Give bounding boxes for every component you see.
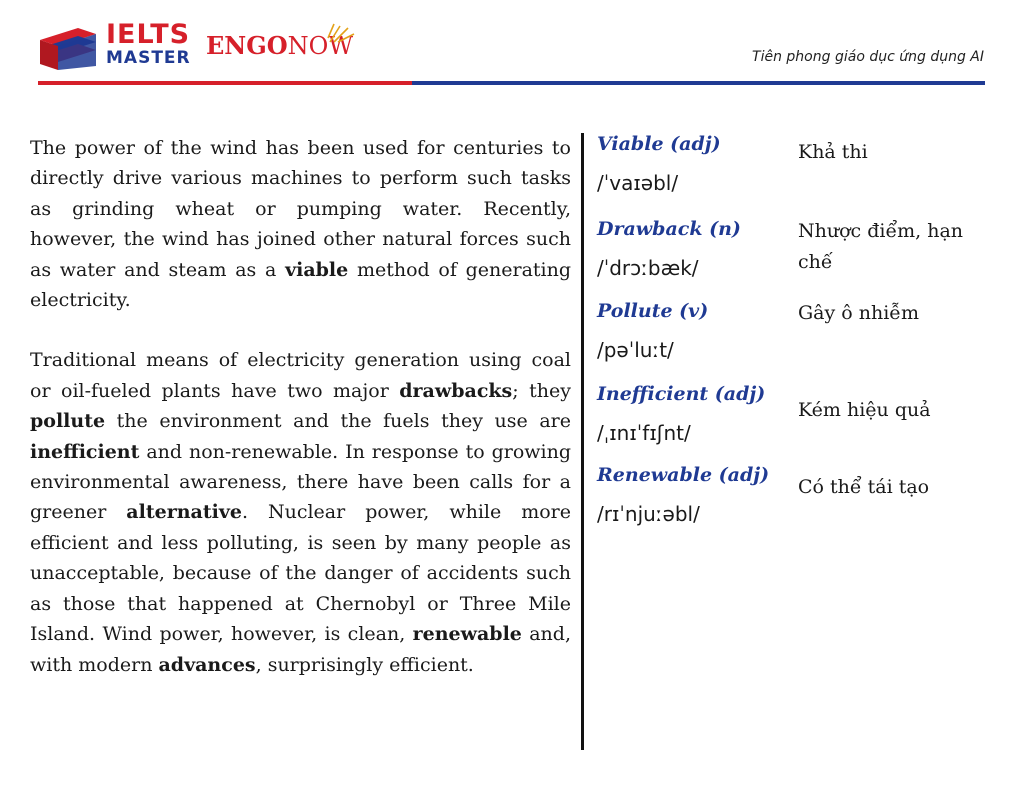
passage-text: . Nuclear power, while more efficient and less polluting, is seen by many people as unacceptable, because of the danger of accidents such as those that happened at Chernobyl or Three Mile Island. Wind power, however, is clean, <box>30 501 571 646</box>
vocab-highlight: drawbacks <box>399 379 513 402</box>
passage-text: ; they <box>512 379 572 402</box>
vocab-highlight: renewable <box>412 623 522 646</box>
vocab-highlight: viable <box>285 258 349 281</box>
vocab-highlight: inefficient <box>30 440 140 463</box>
book-logo-icon <box>38 22 104 72</box>
vocab-word: Pollute (v) <box>597 300 709 322</box>
brand-engo: ENGO <box>206 31 288 60</box>
passage-text: Traditional means of electricity generation using coal or oil-fueled plants have two major <box>30 349 571 402</box>
passage-text: , surprisingly efficient. <box>255 653 474 676</box>
brand-logo <box>38 20 368 76</box>
vocab-highlight: pollute <box>30 410 106 433</box>
passage-text: and, with modern <box>30 623 571 676</box>
brand-now: NOW <box>287 32 353 60</box>
vocab-word: Renewable (adj) <box>597 464 770 486</box>
vocab-word: Viable (adj) <box>597 133 721 155</box>
passage-text: the environment and the fuels they use are <box>105 410 571 433</box>
header-rule-blue <box>412 81 985 85</box>
vocab-word: Inefficient (adj) <box>597 383 766 405</box>
sunburst-icon <box>326 22 356 44</box>
vocab-ipa: /ˈvaɪəbl/ <box>597 171 679 195</box>
vocab-word: Drawback (n) <box>597 218 741 240</box>
vocab-ipa: /ˈdrɔːbæk/ <box>597 256 699 280</box>
vocab-ipa: /ˌɪnɪˈfɪʃnt/ <box>597 421 691 445</box>
column-divider <box>581 133 584 750</box>
reading-passage <box>30 133 571 710</box>
passage-text: and non-renewable. In response to growing environmental awareness, there have been calls for a greener <box>30 440 571 524</box>
vocab-highlight: alternative <box>126 501 242 524</box>
tagline: Tiên phong giáo dục ứng dụng AI <box>752 49 984 65</box>
brand-master: MASTER <box>106 48 191 68</box>
passage-text: method of generating electricity. <box>30 258 572 312</box>
page-header <box>0 0 1024 90</box>
vocab-highlight: advances <box>158 653 256 676</box>
vocab-ipa: /pəˈluːt/ <box>597 338 674 362</box>
vocab-ipa: /rɪˈnjuːəbl/ <box>597 502 700 526</box>
vocab-meaning: Khả thi <box>798 141 868 163</box>
vocab-meaning: Có thể tái tạo <box>798 476 930 498</box>
vocab-meaning: Nhược điểm, hạn chế <box>798 220 964 273</box>
vocab-meaning: Kém hiệu quả <box>798 399 931 421</box>
vocab-meaning: Gây ô nhiễm <box>798 302 920 324</box>
paragraph-2 <box>30 345 571 679</box>
paragraph-1 <box>30 133 571 315</box>
header-rule-red <box>38 81 412 85</box>
brand-ielts: IELTS <box>106 19 191 50</box>
passage-text: The power of the wind has been used for centuries to directly drive various machines to perform such tasks as grinding wheat or pumping water. Recently, however, the wind has joined other natural forces such as water and steam as a <box>30 137 571 281</box>
